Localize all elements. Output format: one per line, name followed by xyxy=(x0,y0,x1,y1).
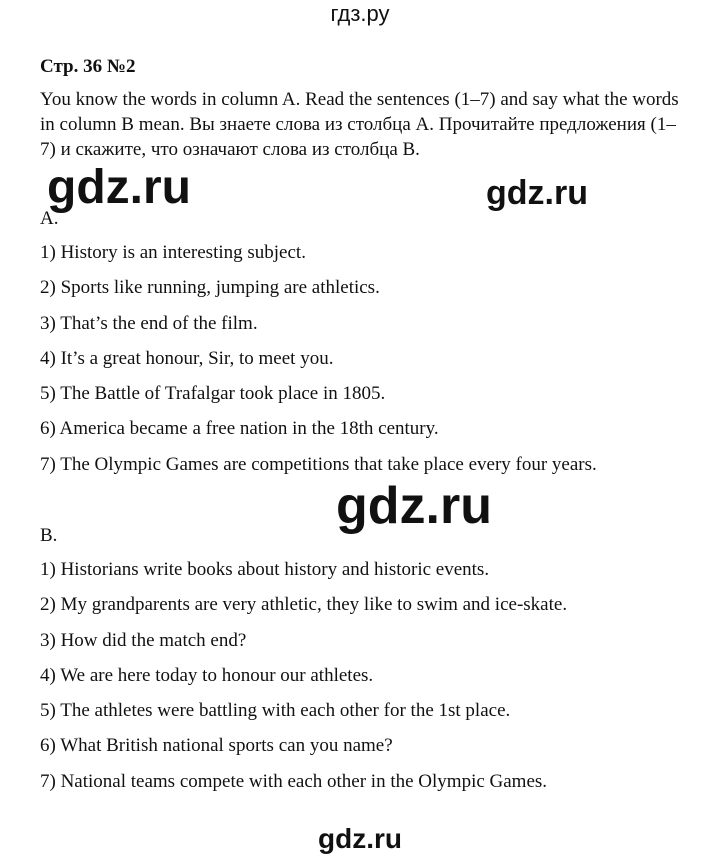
column-b-sentence-7: 7) National teams compete with each other in the Olympic Games. xyxy=(40,770,548,792)
watermark: gdz.ru xyxy=(47,161,191,214)
column-a-sentence-3: 3) That’s the end of the film. xyxy=(40,312,258,334)
column-b-sentence-3: 3) How did the match end? xyxy=(40,629,247,651)
column-a-sentences xyxy=(40,241,700,488)
column-b-sentence-6: 6) What British national sports can you name? xyxy=(40,735,393,757)
column-a-sentence-4: 4) It’s a great honour, Sir, to meet you. xyxy=(40,347,334,369)
column-b-heading: B. xyxy=(40,525,58,546)
column-b-sentence-2: 2) My grandparents are very athletic, they like to swim and ice-skate. xyxy=(40,594,568,616)
watermark: gdz.ru xyxy=(318,823,402,854)
watermark: gdz.ru xyxy=(336,477,492,535)
task-instructions: You know the words in column A. Read the sentences (1–7) and say what the words in column B mean. Вы знаете слова из столбца А. Прочитайте предложения (1–7) и скажите, что означают слова из столбца В. xyxy=(40,89,679,160)
column-a-heading: A. xyxy=(40,208,59,229)
column-a-sentence-7: 7) The Olympic Games are competitions that take place every four years. xyxy=(40,453,597,475)
site-header: гдз.ру xyxy=(330,1,390,26)
column-a-sentence-6: 6) America became a free nation in the 18th century. xyxy=(40,418,439,440)
column-b-sentence-4: 4) We are here today to honour our athletes. xyxy=(40,664,374,686)
column-a-sentence-5: 5) The Battle of Trafalgar took place in 1805. xyxy=(40,383,386,405)
column-b-sentences xyxy=(40,558,700,805)
watermark: gdz.ru xyxy=(486,174,588,212)
column-a-sentence-2: 2) Sports like running, jumping are athletics. xyxy=(40,277,380,299)
column-b-sentence-1: 1) Historians write books about history and historic events. xyxy=(40,559,490,580)
column-a-sentence-1: 1) History is an interesting subject. xyxy=(40,242,306,263)
page-title: Стр. 36 №2 xyxy=(40,56,136,77)
column-b-sentence-5: 5) The athletes were battling with each other for the 1st place. xyxy=(40,700,511,722)
